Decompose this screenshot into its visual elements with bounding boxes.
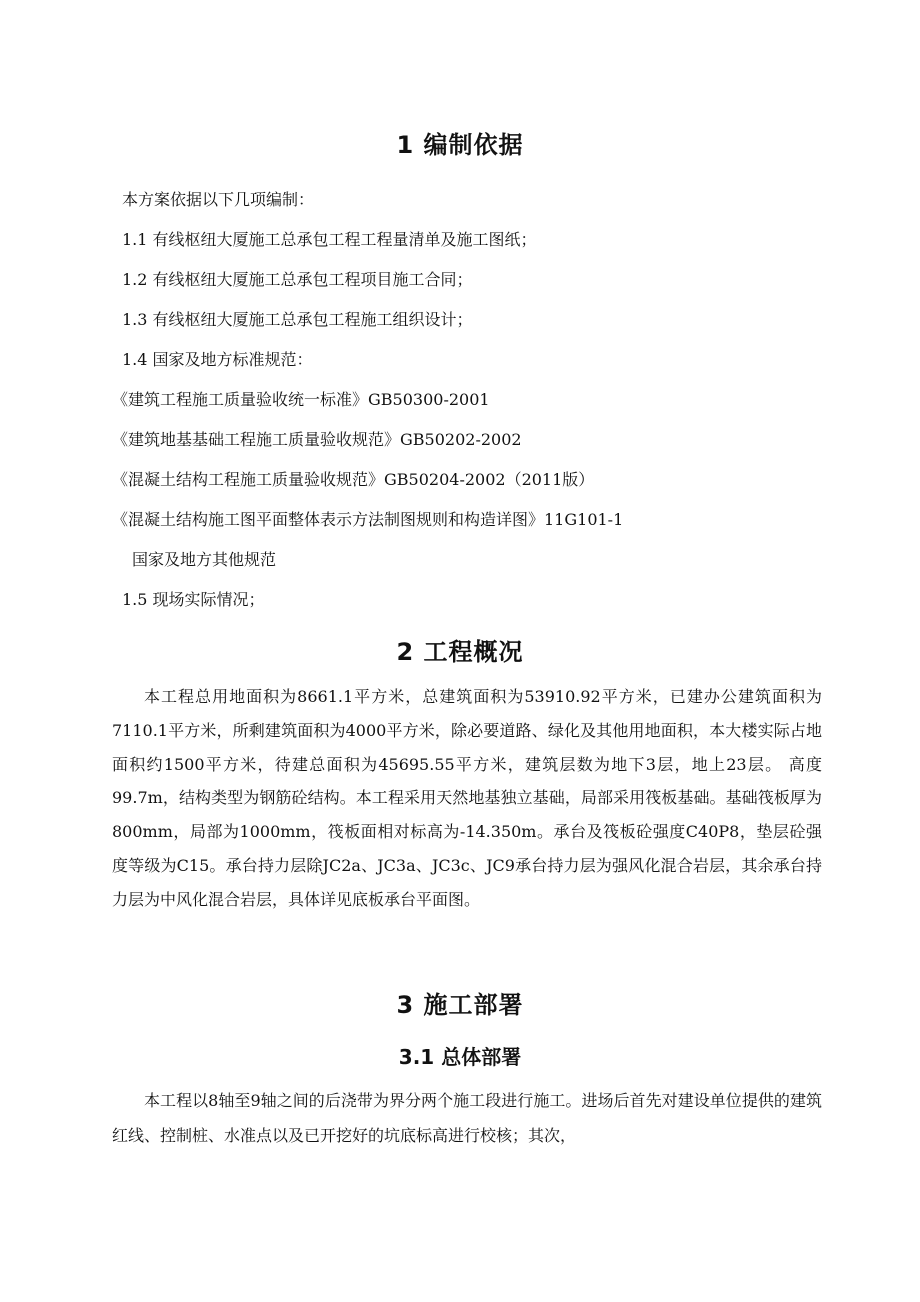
section-2-body: 本工程总用地面积为8661.1平方米，总建筑面积为53910.92平方米，已建办公建筑面积为7110.1平方米，所剩建筑面积为4000平方米，除必要道路、绿化及其他用地面积，本大楼实际占地面积约1500平方米，待建总面积为45695.55平方米，建筑层数为地下3层，地上23层。 高度99.7m，结构类型为钢筋砼结构。本工程采用天然地基独立基础，局部采用筏板基础。基础筏板厚为800mm，局部为1000mm，筏板面相对标高为-14.350m。承台及筏板砼强度C40P8，垫层砼强度等级为C15。承台持力层除JC2a、JC3a、JC3c、JC9承台持力层为强风化混合岩层，其余承台持力层为中风化混合岩层，具体详见底板承台平面图。	[112, 687, 822, 909]
standard-1: 《建筑工程施工质量验收统一标准》GB50300-2001	[112, 390, 490, 409]
section-1-item-2: 1.2 有线枢纽大厦施工总承包工程项目施工合同；	[122, 270, 473, 289]
section-3-1-body: 本工程以8轴至9轴之间的后浇带为界分两个施工段进行施工。进场后首先对建设单位提供的建筑红线、控制桩、水准点以及已开挖好的坑底标高进行校核；其次，	[112, 1091, 822, 1145]
section-2-title: 2 工程概况	[396, 638, 524, 666]
section-1-item-1: 1.1 有线枢纽大厦施工总承包工程工程量清单及施工图纸；	[122, 230, 537, 249]
section-1-item-4: 1.4 国家及地方标准规范：	[122, 350, 313, 369]
standard-3: 《混凝土结构工程施工质量验收规范》GB50204-2002（2011版）	[112, 470, 595, 489]
section-1-intro: 本方案依据以下几项编制：	[122, 190, 315, 209]
other-standards: 国家及地方其他规范	[132, 550, 277, 569]
standard-2: 《建筑地基基础工程施工质量验收规范》GB50202-2002	[112, 430, 522, 449]
section-3-title: 3 施工部署	[396, 991, 524, 1019]
section-1-item-3: 1.3 有线枢纽大厦施工总承包工程施工组织设计；	[122, 310, 473, 329]
section-1-item-5: 1.5 现场实际情况；	[122, 590, 265, 609]
section-1-title: 1 编制依据	[396, 131, 524, 159]
standard-4: 《混凝土结构施工图平面整体表示方法制图规则和构造详图》11G101-1	[112, 510, 624, 529]
section-3-1-title: 3.1 总体部署	[398, 1045, 522, 1069]
